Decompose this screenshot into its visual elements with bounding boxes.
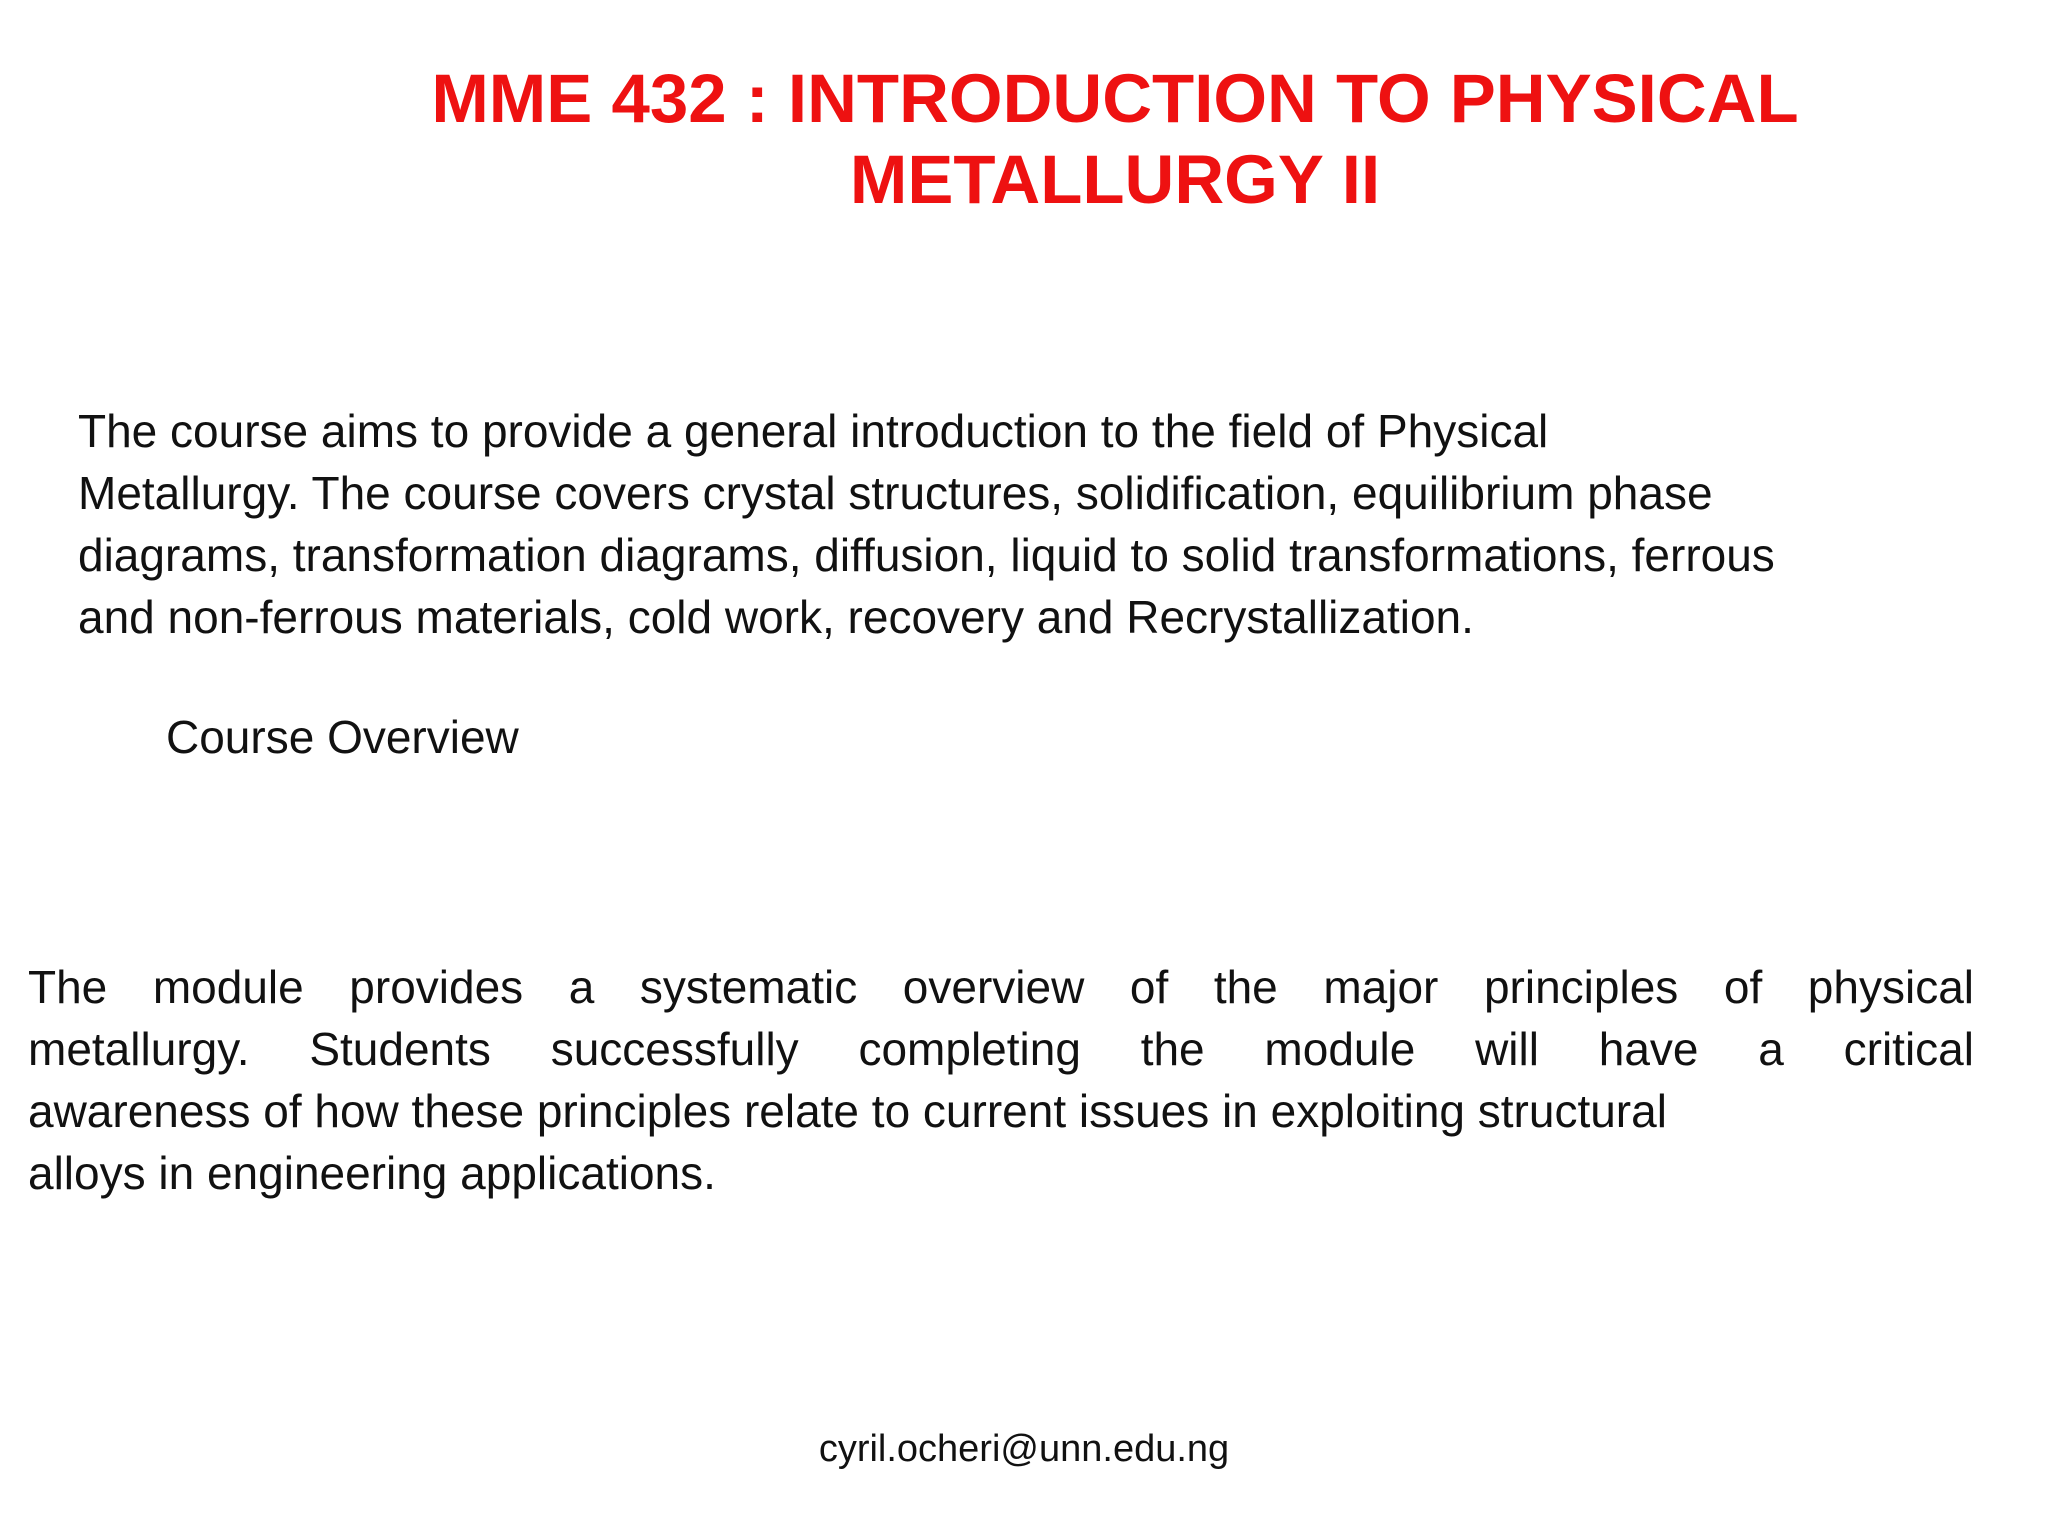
author-email: cyril.ocheri@unn.edu.ng — [818, 1428, 1230, 1470]
course-overview-heading: Course Overview — [166, 711, 519, 763]
module-description-line-4: alloys in engineering applications. — [28, 1147, 716, 1199]
module-description-line-1: The module provides a systematic overview of the major principles of physical — [28, 961, 1974, 1013]
course-intro-line-1: The course aims to provide a general introduction to the field of Physical — [78, 405, 1549, 457]
module-description-line-2: metallurgy. Students successfully completing the module will have a critical — [28, 1023, 1974, 1075]
course-intro-line-2: Metallurgy. The course covers crystal structures, solidification, equilibrium phase — [78, 467, 1713, 519]
course-intro-line-4: and non-ferrous materials, cold work, recovery and Recrystallization. — [78, 591, 1474, 643]
module-description-line-3: awareness of how these principles relate to current issues in exploiting structural — [28, 1085, 1667, 1137]
course-intro-paragraph — [78, 400, 2018, 648]
slide-title-line-2: METALLURGY II — [849, 141, 1381, 219]
module-description-paragraph — [28, 956, 1974, 1204]
slide-title — [400, 58, 1830, 221]
course-intro-line-3: diagrams, transformation diagrams, diffusion, liquid to solid transformations, ferrous — [78, 529, 1775, 581]
slide-title-line-1: MME 432 : INTRODUCTION TO PHYSICAL — [431, 60, 1799, 137]
